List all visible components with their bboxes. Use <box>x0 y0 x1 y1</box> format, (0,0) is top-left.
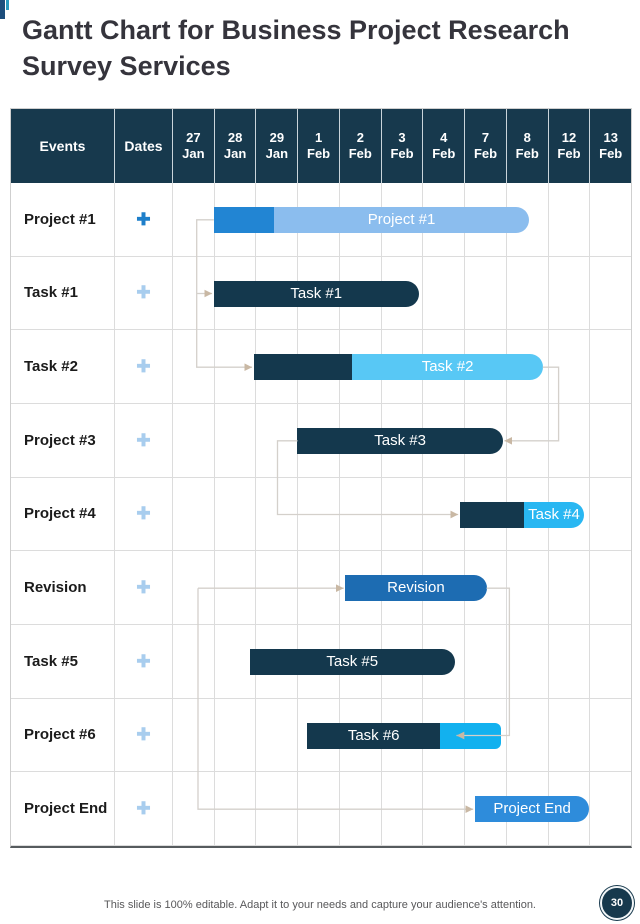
gantt-bar-segment[interactable] <box>214 207 274 233</box>
gantt-bar-label: Task #3 <box>374 431 426 449</box>
table-header <box>11 109 631 183</box>
add-date-button[interactable]: ✚ <box>136 725 151 745</box>
header-cell-dates: Dates <box>115 109 173 183</box>
event-label: Task #1 <box>11 257 115 330</box>
gantt-bar-label: Task #4 <box>528 505 580 523</box>
add-date-button[interactable]: ✚ <box>136 578 151 598</box>
header-cell-date: 2 Feb <box>340 109 382 183</box>
dates-cell <box>115 330 173 403</box>
header-cell-date: 8 Feb <box>507 109 549 183</box>
event-label: Project #1 <box>11 183 115 256</box>
header-cell-date: 12 Feb <box>549 109 591 183</box>
header-cell-date: 28 Jan <box>215 109 257 183</box>
event-label: Project #3 <box>11 404 115 477</box>
gantt-bar-label: Task #2 <box>421 358 474 376</box>
dates-cell <box>115 404 173 477</box>
event-label: Project End <box>11 772 115 845</box>
add-date-button[interactable]: ✚ <box>136 209 151 229</box>
dates-cell <box>115 183 173 256</box>
header-cell-events: Events <box>11 109 115 183</box>
add-date-button[interactable]: ✚ <box>136 651 151 671</box>
connector <box>198 588 473 809</box>
footer-note: This slide is 100% editable. Adapt it to your needs and capture your audience's attention. <box>104 899 536 911</box>
gantt-bar-segment[interactable] <box>460 502 524 528</box>
header-cell-date: 1 Feb <box>298 109 340 183</box>
gantt-bar-label: Task #1 <box>290 284 343 302</box>
page-number-badge: 30 <box>600 886 634 920</box>
connector <box>457 588 510 735</box>
dates-cell <box>115 699 173 772</box>
event-label: Task #2 <box>11 330 115 403</box>
header-cell-date: 29 Jan <box>256 109 298 183</box>
add-date-button[interactable]: ✚ <box>136 504 151 524</box>
page-title: Gantt Chart for Business Project Research Survey Services <box>22 15 570 81</box>
gantt-bar-label: Project End <box>493 800 571 818</box>
event-label: Project #6 <box>11 699 115 772</box>
header-cell-date: 7 Feb <box>465 109 507 183</box>
header-cell-date: 4 Feb <box>423 109 465 183</box>
table-body <box>11 183 631 846</box>
gantt-bar-segment[interactable] <box>440 723 502 749</box>
gantt-bar-label: Task #5 <box>326 652 379 670</box>
dates-cell <box>115 772 173 845</box>
gantt-table <box>10 108 632 848</box>
header-cell-date: 13 Feb <box>599 130 623 161</box>
dates-cell <box>115 257 173 330</box>
gantt-overlay <box>173 183 631 846</box>
gantt-bar-label: Project #1 <box>367 210 436 228</box>
add-date-button[interactable]: ✚ <box>136 799 151 819</box>
add-date-button[interactable]: ✚ <box>136 283 151 303</box>
event-label: Revision <box>11 551 115 624</box>
gantt-bar-segment[interactable] <box>254 354 353 380</box>
corner-accent-dark <box>0 0 5 19</box>
gantt-bar-label: Task #6 <box>347 726 400 744</box>
add-date-button[interactable]: ✚ <box>136 357 151 377</box>
event-label: Project #4 <box>11 478 115 551</box>
header-cell-date: 27 Jan <box>173 109 215 183</box>
header-cell-date: 3 Feb <box>382 109 424 183</box>
add-date-button[interactable]: ✚ <box>136 430 151 450</box>
dates-cell <box>115 478 173 551</box>
gantt-bar-label: Revision <box>387 579 445 597</box>
dates-cell <box>115 625 173 698</box>
corner-accent-teal <box>6 0 9 10</box>
event-label: Task #5 <box>11 625 115 698</box>
dates-cell <box>115 551 173 624</box>
